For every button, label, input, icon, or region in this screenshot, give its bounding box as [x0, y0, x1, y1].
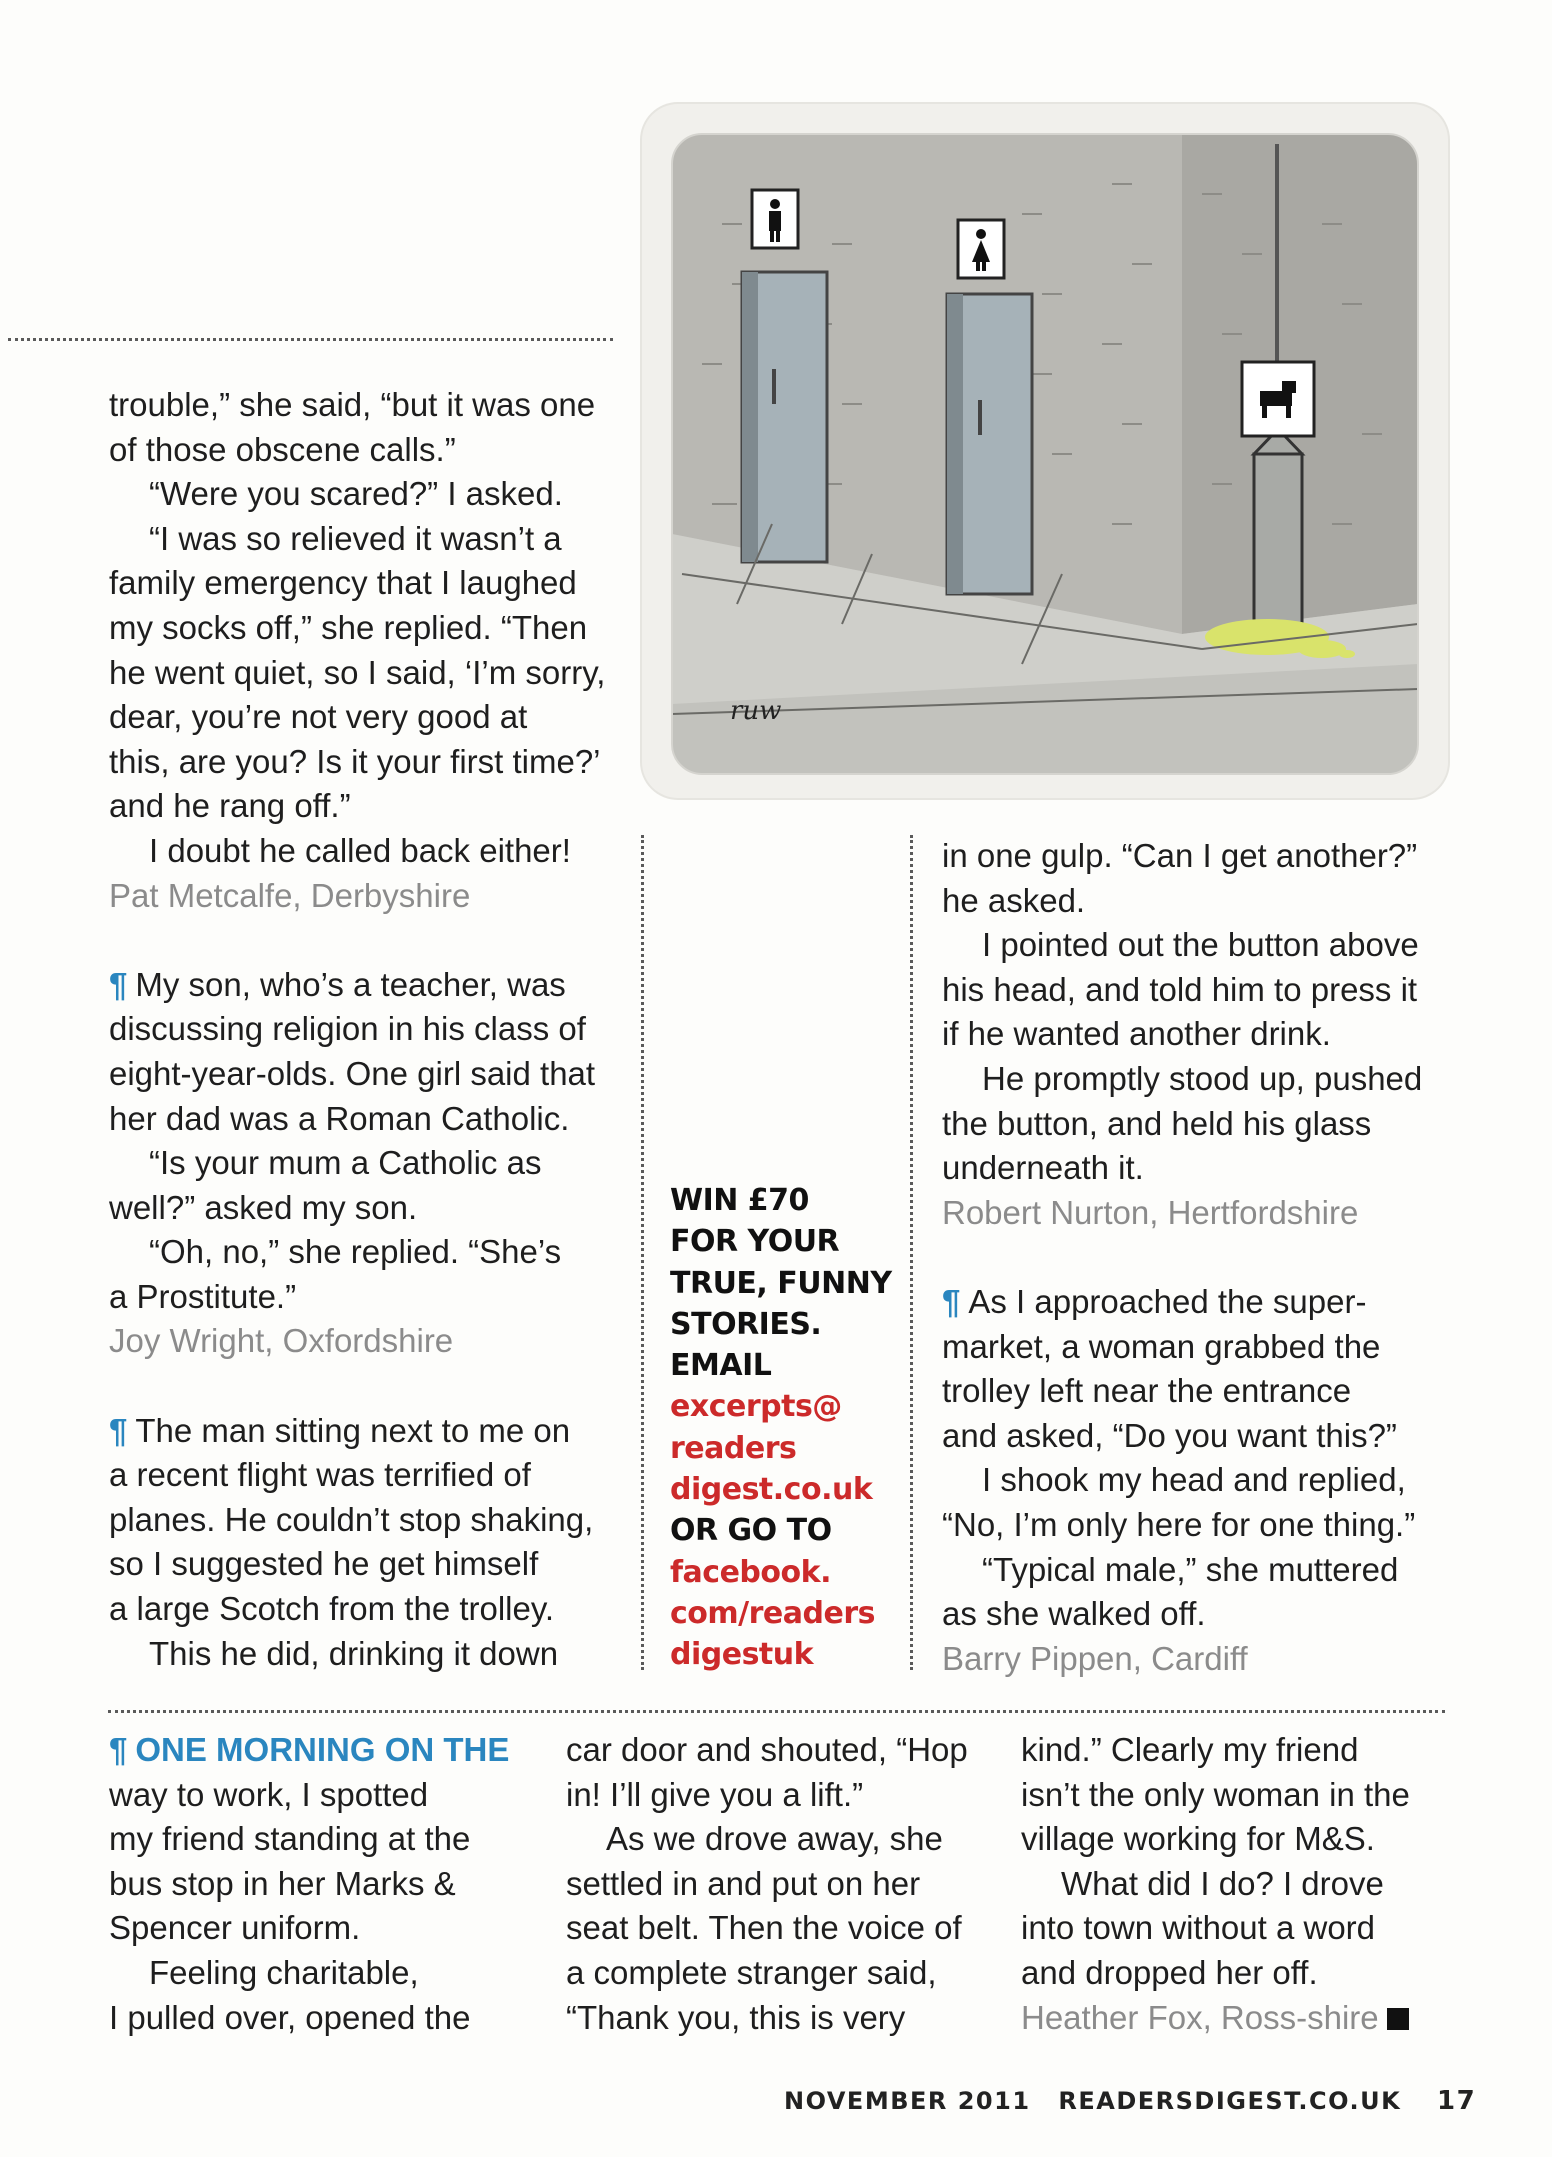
story3-line: I pointed out the button above [982, 926, 1419, 964]
story2-line: discussing religion in his class of [109, 1010, 586, 1048]
promo-email-link[interactable]: digest.co.uk [670, 1472, 873, 1508]
story1-line: and he rang off.” [109, 787, 351, 825]
top-left-divider [8, 338, 613, 341]
footer-site[interactable]: READERSDIGEST.CO.UK [1058, 2087, 1402, 2115]
story3-line: in one gulp. “Can I get another?” [942, 837, 1418, 874]
story1-line: “I was so relieved it wasn’t a [149, 519, 562, 557]
story3-line: This he did, drinking it down [149, 1634, 559, 1672]
bottom-head: ¶ ONE MORNING ON THE [109, 1731, 510, 1768]
bottom-credit: Heather Fox, Ross-shire [1021, 1996, 1451, 2041]
story4-line: ¶ As I approached the super- [942, 1282, 1367, 1320]
bottom-column-a [109, 1728, 539, 2040]
promo-facebook-link[interactable]: facebook. [670, 1554, 831, 1590]
story4-line: and asked, “Do you want this?” [942, 1416, 1397, 1454]
story3-line: planes. He couldn’t stop shaking, [109, 1500, 594, 1538]
story1-line: he went quiet, so I said, ‘I’m sorry, [109, 653, 606, 691]
promo-box [670, 1180, 900, 1676]
story3-line: underneath it. [942, 1149, 1144, 1187]
promo-email-link[interactable]: excerpts@ [670, 1389, 842, 1425]
bottom-line: Feeling charitable, [149, 1953, 419, 1991]
bottom-column-c [1021, 1728, 1451, 2040]
cartoonist-signature: ruw [730, 696, 782, 726]
bottom-line: village working for M&S. [1021, 1820, 1375, 1858]
bottom-line: What did I do? I drove [1061, 1864, 1384, 1902]
bottom-line: way to work, I spotted [109, 1775, 429, 1813]
story3-line: so I suggested he get himself [109, 1545, 539, 1583]
bottom-line: As we drove away, she [606, 1820, 943, 1858]
bottom-line: a complete stranger said, [566, 1953, 937, 1991]
story3-line: a large Scotch from the trolley. [109, 1590, 555, 1628]
story1-line: this, are you? Is it your first time?’ [109, 742, 601, 780]
pilcrow-icon: ¶ [109, 1411, 128, 1449]
bottom-line: isn’t the only woman in the [1021, 1775, 1410, 1813]
promo-facebook-link[interactable]: com/readers [670, 1595, 875, 1631]
bottom-line: “Thank you, this is very [566, 1998, 906, 2036]
cartoon-panel [642, 104, 1448, 798]
bottom-line: in! I’ll give you a lift.” [566, 1775, 864, 1813]
promo-line: WIN £70 [670, 1183, 809, 1218]
story3-line: his head, and told him to press it [942, 970, 1418, 1008]
promo-line: EMAIL [670, 1348, 772, 1384]
story1-line: dear, you’re not very good at [109, 698, 528, 736]
story2-line: eight-year-olds. One girl said that [109, 1054, 596, 1092]
pilcrow-icon: ¶ [109, 965, 128, 1003]
end-mark-icon [1387, 2008, 1409, 2030]
story1-line: family emergency that I laughed [109, 564, 577, 602]
story4-line: I shook my head and replied, [982, 1461, 1406, 1499]
column-divider-right [910, 835, 913, 1670]
pilcrow-icon: ¶ [942, 1282, 961, 1320]
story3-line: ¶ The man sitting next to me on [109, 1411, 571, 1449]
bottom-line: car door and shouted, “Hop [566, 1731, 968, 1768]
story2-line: her dad was a Roman Catholic. [109, 1099, 570, 1137]
bottom-line: into town without a word [1021, 1909, 1376, 1947]
story2-credit: Joy Wright, Oxfordshire [109, 1322, 454, 1360]
promo-line: OR GO TO [670, 1513, 832, 1549]
story3-line: if he wanted another drink. [942, 1015, 1331, 1053]
story1-line: trouble,” she said, “but it was one [109, 386, 596, 423]
story2-line: a Prostitute.” [109, 1277, 297, 1315]
cartoon-illustration [642, 104, 1448, 798]
story3-credit: Robert Nurton, Hertfordshire [942, 1193, 1359, 1231]
story1-line: I doubt he called back either! [149, 831, 571, 869]
story1-line: “Were you scared?” I asked. [149, 475, 563, 513]
promo-line: TRUE, FUNNY [670, 1265, 892, 1301]
promo-facebook-link[interactable]: digestuk [670, 1637, 814, 1673]
story3-line: he asked. [942, 881, 1086, 919]
story4-line: “Typical male,” she muttered [982, 1550, 1399, 1588]
story1-credit: Pat Metcalfe, Derbyshire [109, 876, 471, 914]
page-number: 17 [1437, 2086, 1477, 2116]
story2-line: well?” asked my son. [109, 1188, 418, 1226]
story3-line: a recent flight was terrified of [109, 1456, 531, 1494]
story4-line: trolley left near the entrance [942, 1372, 1352, 1410]
bottom-line: my friend standing at the [109, 1820, 471, 1858]
column-left [109, 383, 629, 1676]
story1-line: of those obscene calls.” [109, 430, 456, 468]
story3-line: He promptly stood up, pushed [982, 1059, 1423, 1097]
column-divider-left [641, 835, 644, 1670]
bottom-line: Spencer uniform. [109, 1909, 361, 1947]
story4-line: as she walked off. [942, 1595, 1206, 1633]
promo-email-link[interactable]: readers [670, 1430, 797, 1466]
promo-line: STORIES. [670, 1306, 822, 1342]
story2-line: “Is your mum a Catholic as [149, 1144, 542, 1182]
mid-divider [108, 1710, 1445, 1713]
story1-line: my socks off,” she replied. “Then [109, 608, 588, 646]
footer-issue: NOVEMBER 2011 [784, 2087, 1031, 2115]
bottom-line: bus stop in her Marks & [109, 1864, 456, 1902]
story4-line: market, a woman grabbed the [942, 1327, 1381, 1365]
column-right [942, 834, 1462, 1681]
bottom-line: and dropped her off. [1021, 1953, 1318, 1991]
bottom-line: I pulled over, opened the [109, 1998, 471, 2036]
bottom-column-b [566, 1728, 996, 2040]
story4-line: “No, I’m only here for one thing.” [942, 1505, 1416, 1543]
page-footer [784, 2086, 1476, 2116]
pilcrow-icon: ¶ [109, 1731, 128, 1768]
story2-line: ¶ My son, who’s a teacher, was [109, 965, 566, 1003]
story2-line: “Oh, no,” she replied. “She’s [149, 1233, 562, 1271]
promo-line: FOR YOUR [670, 1224, 840, 1260]
bottom-line: settled in and put on her [566, 1864, 921, 1902]
bottom-line: kind.” Clearly my friend [1021, 1731, 1359, 1768]
story4-credit: Barry Pippen, Cardiff [942, 1639, 1248, 1677]
story3-line: the button, and held his glass [942, 1104, 1372, 1142]
bottom-line: seat belt. Then the voice of [566, 1909, 962, 1947]
